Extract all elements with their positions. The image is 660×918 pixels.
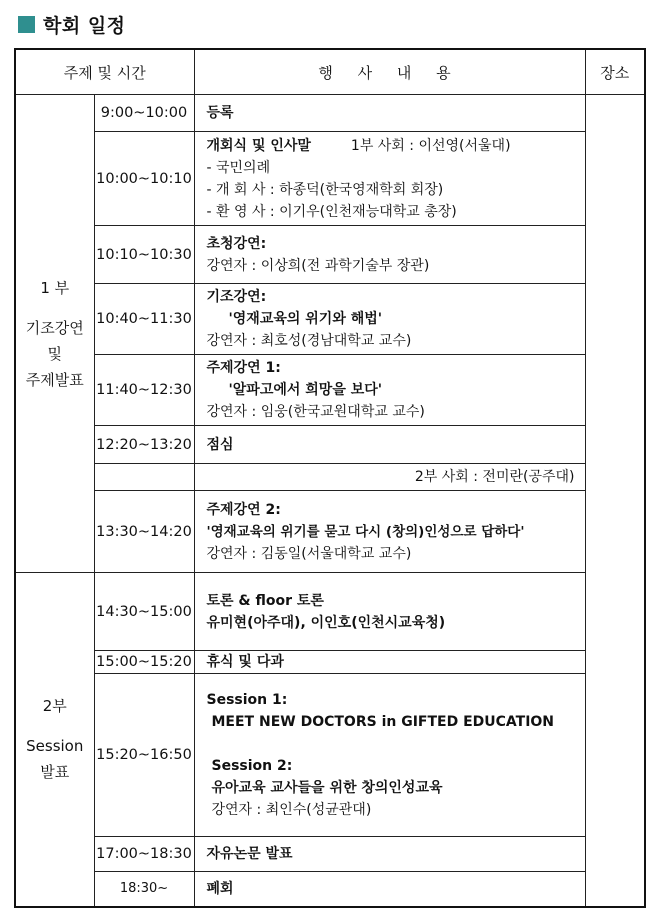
time-cell: 12:20~13:20 [94,426,194,464]
section-title [18,8,126,40]
time-cell: 15:20~16:50 [94,674,194,837]
content-line: 토론 & floor 토론 [206,592,324,609]
time-cell: 10:10~10:30 [94,226,194,284]
content-line: 폐회 [206,880,234,897]
content-cell [194,95,585,132]
content-cell [194,573,585,651]
table-row [15,226,645,284]
table-row [15,95,645,132]
table-row [15,426,645,464]
time-cell: 10:00~10:10 [94,132,194,226]
part1-cell [15,95,94,573]
table-row [15,573,645,651]
content-line: '알파고에서 희망을 보다' [228,382,383,398]
part1-label: 및 [47,344,62,363]
content-cell [194,674,585,837]
host-line: 1부 사회 : 이선영(서울대) [350,137,511,154]
table-row [15,674,645,837]
content-line: 유미현(아주대), 이인호(인천시교육청) [206,614,446,631]
content-cell [194,651,585,674]
time-cell: 11:40~12:30 [94,355,194,426]
table-row [15,491,645,573]
content-line: Session 1: [206,692,288,708]
header-content: 행 사 내 용 [194,49,585,95]
content-line: 주제강연 1: [206,360,281,376]
content-line: 강연자 : 김동일(서울대학교 교수) [206,545,412,562]
content-line: 점심 [206,436,234,453]
content-line: 강연자 : 최호성(경남대학교 교수) [206,333,412,349]
content-line: 강연자 : 임웅(한국교원대학교 교수) [206,404,425,420]
time-cell: 15:00~15:20 [94,651,194,674]
part1-label: 주제발표 [25,370,84,389]
place-cell [585,95,645,907]
content-cell [194,464,585,491]
part2-label: 발표 [40,763,70,782]
table-row [15,284,645,355]
table-row [15,872,645,907]
header-topic-time: 주제 및 시간 [15,49,194,95]
header-row [15,49,645,95]
content-line: 유아교육 교사들을 위한 창의인성교육 [211,780,443,796]
content-line: - 국민의례 [206,159,271,176]
content-line: 강연자 : 이상희(전 과학기술부 장관) [206,257,430,274]
content-line: '영재교육의 위기를 묻고 다시 (창의)인성으로 답하다' [206,523,525,540]
square-bullet-icon [18,16,35,33]
content-cell [194,132,585,226]
schedule-table [14,48,646,908]
content-line: '영재교육의 위기와 해법' [228,311,383,327]
content-line: 강연자 : 최인수(성균관대) [211,802,372,818]
content-line: 등록 [206,105,234,121]
table-row [15,837,645,872]
table-row [15,355,645,426]
header-place: 장소 [585,49,645,95]
section-title-text: 학회 일정 [43,14,126,37]
time-cell: 10:40~11:30 [94,284,194,355]
content-cell [194,491,585,573]
time-cell: 13:30~14:20 [94,491,194,573]
time-cell: 9:00~10:00 [94,95,194,132]
part2-label: Session [26,737,84,756]
table-row [15,132,645,226]
time-cell: 18:30~ [94,872,194,907]
content-cell [194,284,585,355]
content-line: - 개 회 사 : 하종덕(한국영재학회 회장) [206,181,444,198]
content-cell [194,872,585,907]
part1-label: 1 부 [40,278,70,297]
part1-label: 기조강연 [25,318,84,337]
content-line: 초청강연: [206,235,267,252]
content-line: 주제강연 2: [206,501,281,518]
content-line: - 환 영 사 : 이기우(인천재능대학교 총장) [206,203,457,220]
content-cell [194,837,585,872]
content-line: MEET NEW DOCTORS in GIFTED EDUCATION [211,714,555,730]
content-line: 기조강연: [206,289,267,305]
content-line: 개회식 및 인사말 [206,137,311,154]
host-line: 2부 사회 : 전미란(공주대) [414,469,575,485]
content-line: 휴식 및 다과 [206,654,284,670]
table-row [15,651,645,674]
content-cell [194,355,585,426]
time-cell: 17:00~18:30 [94,837,194,872]
content-line: 자유논문 발표 [206,846,293,862]
content-line: Session 2: [211,758,293,774]
content-cell [194,426,585,464]
content-cell [194,226,585,284]
time-cell: 14:30~15:00 [94,573,194,651]
table-row [15,464,645,491]
part2-label: 2부 [42,697,67,716]
time-cell [94,464,194,491]
part2-cell [15,573,94,907]
